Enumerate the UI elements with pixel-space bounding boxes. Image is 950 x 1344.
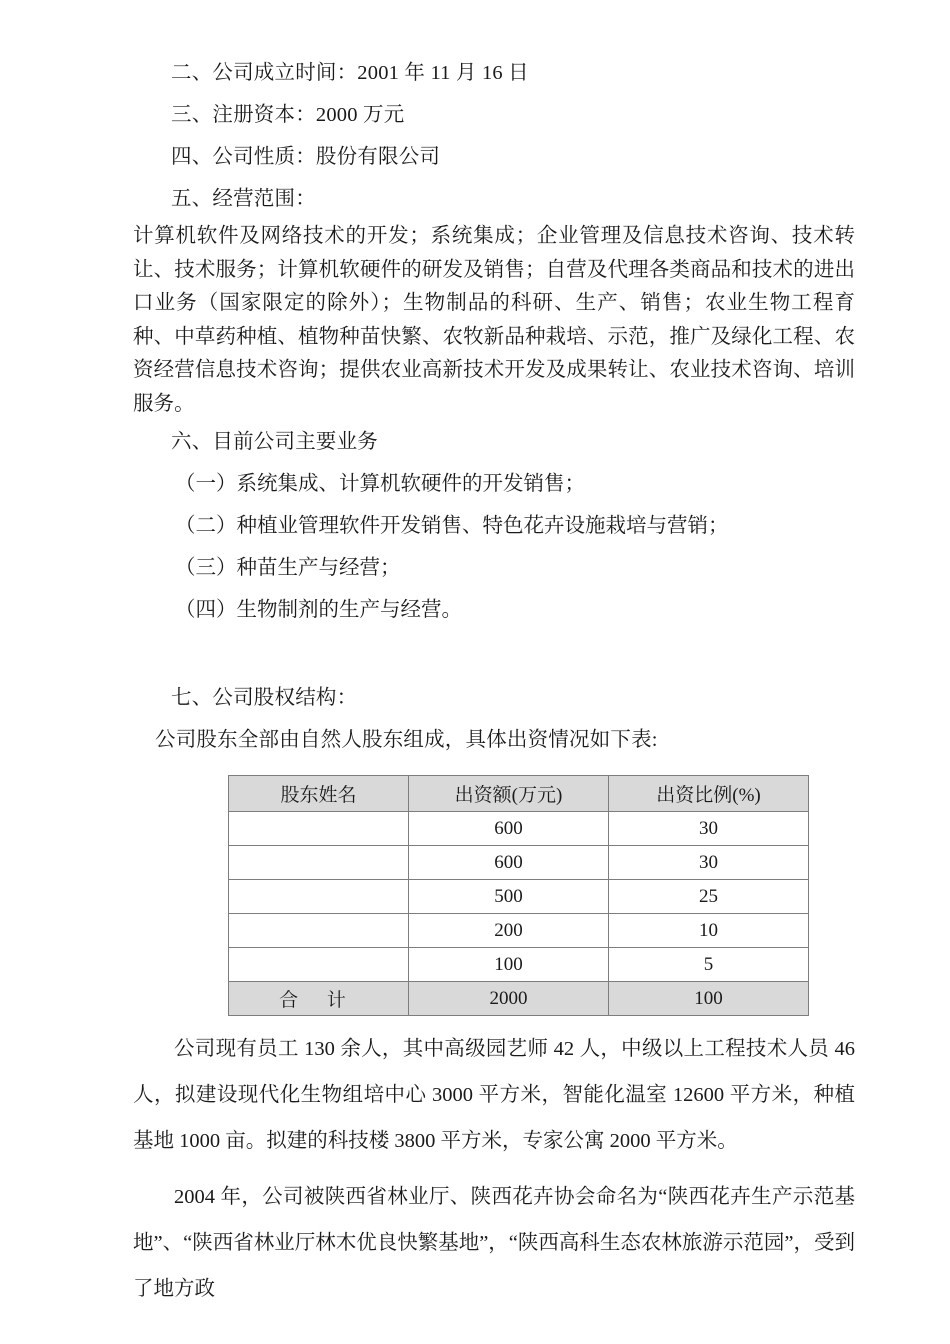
shareholders-table xyxy=(228,775,809,1016)
table-row xyxy=(229,812,809,846)
cell-shareholder-name xyxy=(229,948,409,982)
cell-shareholder-name xyxy=(229,880,409,914)
cell-total-amount: 2000 xyxy=(409,982,609,1016)
table-header-row xyxy=(229,776,809,812)
table-row xyxy=(229,948,809,982)
cell-percent: 25 xyxy=(609,880,809,914)
table-row xyxy=(229,880,809,914)
section-founding-date: 二、公司成立时间：2001 年 11 月 16 日 xyxy=(171,62,529,84)
cell-amount: 200 xyxy=(409,914,609,948)
cell-total-label: 合 计 xyxy=(229,982,409,1016)
cell-amount: 600 xyxy=(409,812,609,846)
business-scope-body: 计算机软件及网络技术的开发；系统集成；企业管理及信息技术咨询、技术转让、技术服务；计算机软硬件的研发及销售；自营及代理各类商品和技术的进出口业务（国家限定的除外）；生物制品的科研、生产、销售；农业生物工程育种、中草药种植、植物种苗快繁、农牧新品种栽培、示范，推广及绿化工程、农资经营信息技术咨询；提供农业高新技术开发及成果转让、农业技术咨询、培训服务。 xyxy=(133,225,855,415)
cell-shareholder-name xyxy=(229,846,409,880)
column-header-shareholder-name: 股东姓名 xyxy=(229,776,409,812)
table-head xyxy=(229,776,809,812)
table-total-row xyxy=(229,982,809,1016)
main-business-item-3: （三）种苗生产与经营； xyxy=(175,557,401,579)
main-business-item-1: （一）系统集成、计算机软硬件的开发销售； xyxy=(175,473,585,495)
document-content xyxy=(133,52,855,1312)
cell-shareholder-name xyxy=(229,914,409,948)
cell-percent: 30 xyxy=(609,812,809,846)
section-gap xyxy=(133,631,855,677)
paragraph-gap xyxy=(133,1164,855,1174)
section-main-business-heading: 六、目前公司主要业务 xyxy=(171,431,378,453)
staff-paragraph: 公司现有员工 130 余人，其中高级园艺师 42 人，中级以上工程技术人员 46 人，拟建设现代化生物组培中心 3000 平方米，智能化温室 12600 平方米，种植基地 1000 亩。拟建的科技楼 3800 平方米，专家公寓 2000 平方米。 xyxy=(133,1038,855,1152)
cell-percent: 30 xyxy=(609,846,809,880)
cell-percent: 5 xyxy=(609,948,809,982)
section-equity-heading: 七、公司股权结构： xyxy=(171,687,358,709)
section-company-nature: 四、公司性质：股份有限公司 xyxy=(171,146,441,168)
cell-total-percent: 100 xyxy=(609,982,809,1016)
cell-amount: 500 xyxy=(409,880,609,914)
table-row xyxy=(229,846,809,880)
table-body xyxy=(229,812,809,1016)
section-registered-capital: 三、注册资本：2000 万元 xyxy=(171,104,405,126)
table-row xyxy=(229,914,809,948)
awards-paragraph: 2004 年，公司被陕西省林业厅、陕西花卉协会命名为“陕西花卉生产示范基地”、“陕西省林业厅林木优良快繁基地”，“陕西高科生态农林旅游示范园”，受到了地方政 xyxy=(133,1186,855,1300)
main-business-item-4: （四）生物制剂的生产与经营。 xyxy=(175,599,462,621)
table-bottom-gap xyxy=(133,1016,855,1026)
shareholders-table-wrapper xyxy=(228,775,793,1016)
equity-intro-line: 公司股东全部由自然人股东组成，具体出资情况如下表: xyxy=(155,729,658,751)
cell-percent: 10 xyxy=(609,914,809,948)
cell-shareholder-name xyxy=(229,812,409,846)
main-business-item-2: （二）种植业管理软件开发销售、特色花卉设施栽培与营销； xyxy=(175,515,729,537)
column-header-contribution-amount: 出资额(万元) xyxy=(409,776,609,812)
cell-amount: 100 xyxy=(409,948,609,982)
section-business-scope-heading: 五、经营范围： xyxy=(171,188,316,210)
cell-amount: 600 xyxy=(409,846,609,880)
column-header-contribution-percent: 出资比例(%) xyxy=(609,776,809,812)
